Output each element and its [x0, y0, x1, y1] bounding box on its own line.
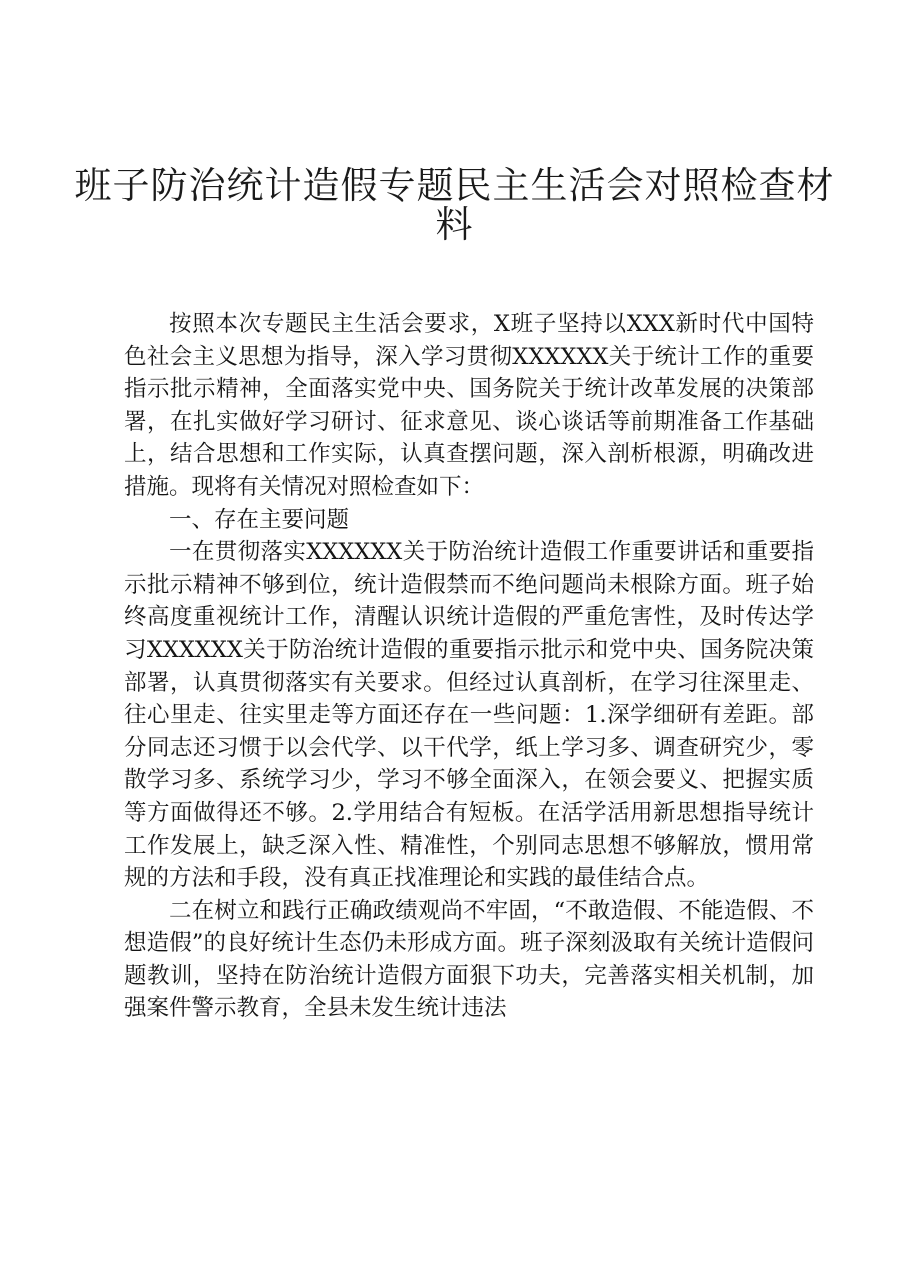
intro-paragraph: 按照本次专题民主生活会要求，X班子坚持以XXX新时代中国特色社会主义思想为指导，深入学习贯彻XXXXXX关于统计工作的重要指示批示精神，全面落实党中央、国务院关于统计改革发展的决策部署，在扎实做好学习研讨、征求意见、谈心谈话等前期准备工作基础上，结合思想和工作实际，认真查摆问题，深入剖析根源，明确改进措施。现将有关情况对照检查如下： — [124, 311, 814, 500]
document-body — [124, 308, 814, 1025]
document-title-line-2: 料 — [435, 203, 474, 246]
paragraph-second-issue: 二在树立和践行正确政绩观尚不牢固，“不敢造假、不能造假、不想造假”的良好统计生态仍未形成方面。班子深刻汲取有关统计造假问题教训，坚持在防治统计造假方面狠下功夫，完善落实相关机制，加强案件警示教育，全县未发生统计违法 — [124, 897, 814, 1022]
section-heading-problems: 一、存在主要问题 — [169, 506, 350, 533]
paragraph-first-issue: 一在贯彻落实XXXXXX关于防治统计造假工作重要讲话和重要指示批示精神不够到位，统计造假禁而不绝问题尚未根除方面。班子始终高度重视统计工作，清醒认识统计造假的严重危害性，及时传达学习XXXXXX关于防治统计造假的重要指示批示和党中央、国务院决策部署，认真贯彻落实有关要求。但经过认真剖析，在学习往深里走、往心里走、往实里走等方面还存在一些问题：1.深学细研有差距。部分同志还习惯于以会代学、以干代学，纸上学习多、调查研究少，零散学习多、系统学习少，学习不够全面深入，在领会要义、把握实质等方面做得还不够。2.学用结合有短板。在活学活用新思想指导统计工作发展上，缺乏深入性、精准性，个别同志思想不够解放，惯用常规的方法和手段，没有真正找准理论和实践的最佳结合点。 — [124, 539, 814, 892]
document-title-line-1: 班子防治统计造假专题民主生活会对照检查材 — [74, 164, 835, 207]
